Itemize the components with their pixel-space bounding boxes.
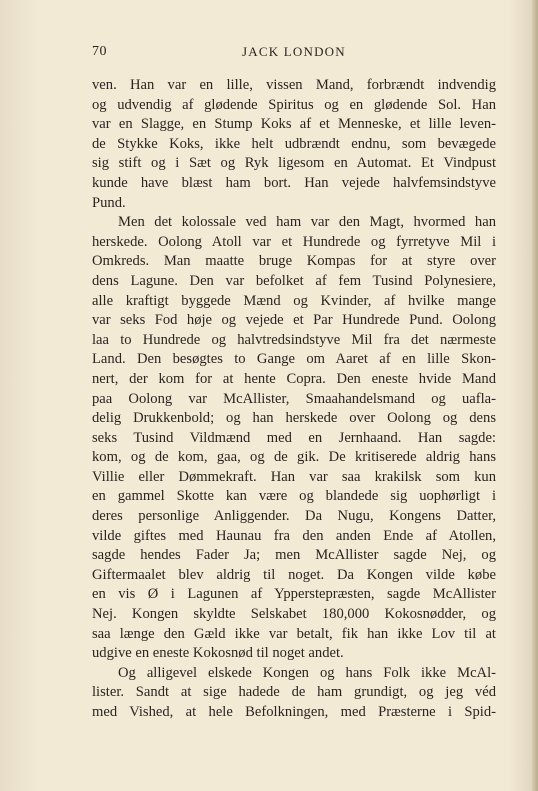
text-line: kom, og de kom, gaa, og de gik. De kritiserede aldrig hans xyxy=(92,449,496,466)
text-line: saa længe den Gæld ikke var betalt, fik han ikke Lov til at xyxy=(92,625,496,642)
text-line: sig stift og i Sæt og Ryk ligesom en Automat. Et Vindpust xyxy=(92,155,496,172)
text-line: alle kraftigt byggede Mænd og Kvinder, af hvilke mange xyxy=(92,292,496,309)
text-line: en vis Ø i Lagunen af Ypperstepræsten, sagde McAllister xyxy=(92,586,496,603)
text-line: delig Drukkenbold; og han herskede over Oolong og dens xyxy=(92,410,496,427)
text-line: vilde giftes med Haunau fra den anden Ende af Atollen, xyxy=(92,527,496,544)
text-line: Omkreds. Man maatte bruge Kompas for at styre over xyxy=(92,253,496,270)
text-line: med Vished, at hele Befolkningen, med Præsterne i Spid- xyxy=(92,704,496,720)
text-line: Og alligevel elskede Kongen og hans Folk ikke McAl- xyxy=(118,664,496,681)
running-title: JACK LONDON xyxy=(242,44,346,59)
text-line: lister. Sandt at sige hadede de ham grundigt, og jeg véd xyxy=(92,684,496,701)
text-line: laa to Hundrede og halvtredsindstyve Mil fra det nærmeste xyxy=(92,331,496,348)
text-line: de Stykke Koks, ikke helt udbrændt endnu, som bevægede xyxy=(92,135,496,152)
text-line: Villie eller Dømmekraft. Han var saa krakilsk som kun xyxy=(92,468,496,485)
text-line: ven. Han var en lille, vissen Mand, forbrændt indvendig xyxy=(92,77,496,93)
page-edge xyxy=(532,0,538,791)
text-line: paa Oolong var McAllister, Smaahandelsmand og uafla- xyxy=(92,390,496,407)
text-line: udgive en eneste Kokosnød til noget andet. xyxy=(92,645,344,662)
text-line: herskede. Oolong Atoll var et Hundrede og fyrretyve Mil i xyxy=(92,233,496,250)
running-head xyxy=(0,44,538,64)
text-line: seks Tusind Vildmænd med en Jernhaand. Han sagde: xyxy=(92,429,496,446)
text-line: Giftermaalet blev aldrig til noget. Da Kongen vilde købe xyxy=(92,566,496,583)
text-line: var seks Fod høje og vejede et Par Hundrede Pund. Oolong xyxy=(92,312,496,329)
text-line: sagde hendes Fader Ja; men McAllister sagde Nej, og xyxy=(92,547,496,564)
text-line: Nej. Kongen skyldte Selskabet 180,000 Kokosnødder, og xyxy=(92,606,496,623)
text-line: var en Slagge, en Stump Koks af et Menneske, et lille leven- xyxy=(92,116,496,133)
text-line: dens Lagune. Den var befolket af fem Tusind Polynesiere, xyxy=(92,272,496,289)
text-line: og udvendig af glødende Spiritus og en glødende Sol. Han xyxy=(92,96,496,113)
text-line: kunde have blæst ham bort. Han vejede halvfemsindstyve xyxy=(92,174,496,191)
body-text xyxy=(92,76,496,723)
text-line: deres personlige Anliggender. Da Nugu, Kongens Datter, xyxy=(92,508,496,525)
text-line: Men det kolossale ved ham var den Magt, hvormed han xyxy=(118,214,496,231)
text-line: nert, der kom for at hente Copra. Den eneste hvide Mand xyxy=(92,370,496,387)
text-line: Pund. xyxy=(92,194,126,211)
text-line: Land. Den besøgtes to Gange om Aaret af en lille Skon- xyxy=(92,351,496,368)
page-number: 70 xyxy=(92,44,107,59)
text-line: en gammel Skotte kan være og blandede sig uophørligt i xyxy=(92,488,496,505)
